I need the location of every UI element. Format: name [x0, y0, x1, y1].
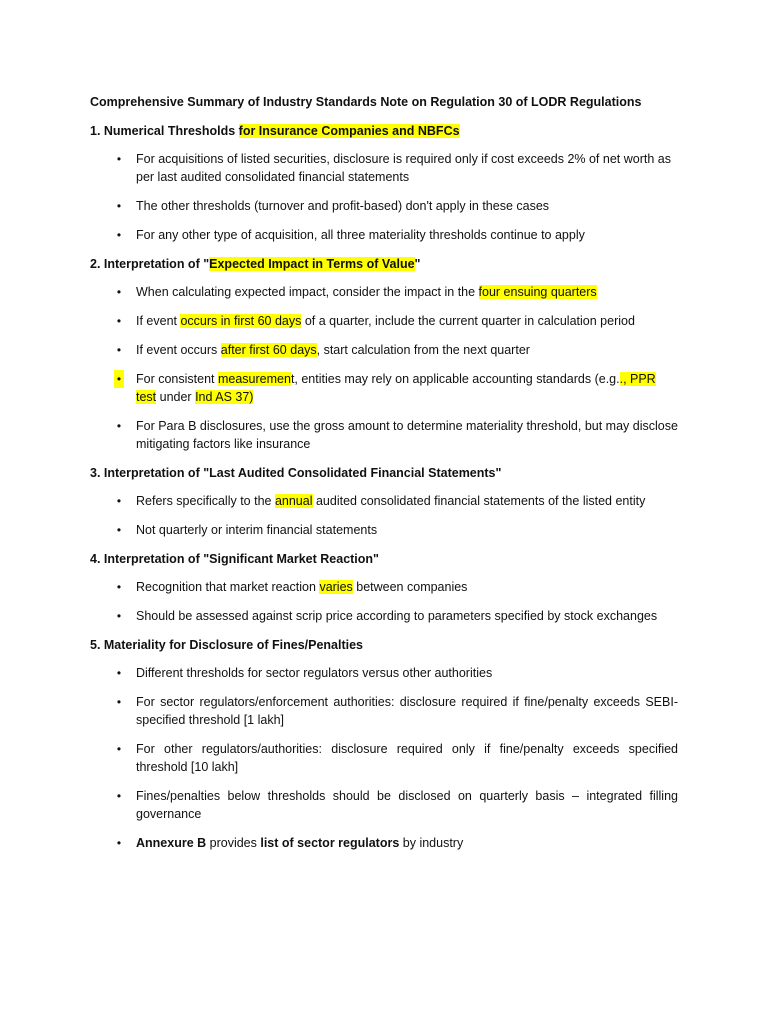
list-item-text: For other regulators/authorities: disclosure required only if fine/penalty exceeds specified threshold [10 lakh] — [136, 742, 678, 774]
section-numerical-thresholds — [90, 122, 678, 244]
list-item — [90, 834, 678, 852]
bullet-icon: • — [116, 789, 122, 803]
bullet-list — [90, 664, 678, 852]
list-item-text: For acquisitions of listed securities, disclosure is required only if cost exceeds 2% of net worth as per last audited consolidated financial statements — [136, 152, 671, 184]
highlighted-text: varies — [319, 580, 353, 594]
list-item — [90, 578, 678, 596]
list-item-text: between companies — [352, 580, 468, 594]
section-last-audited-statements — [90, 464, 678, 539]
section-heading: 5. Materiality for Disclosure of Fines/Penalties — [90, 638, 364, 652]
list-item-text: by industry — [399, 836, 464, 850]
section-heading — [90, 255, 678, 273]
document-title: Comprehensive Summary of Industry Standards Note on Regulation 30 of LODR Regulations — [90, 95, 642, 109]
list-item-text: If event occurs — [136, 343, 221, 357]
bullet-icon: • — [116, 228, 122, 242]
highlighted-text: four ensuing quarters — [478, 285, 597, 299]
list-item — [90, 607, 678, 625]
list-item-text: Fines/penalties below thresholds should be disclosed on quarterly basis – integrated filling governance — [136, 789, 678, 821]
list-item — [90, 693, 678, 729]
highlighted-text: Expected Impact in Terms of Value — [209, 257, 415, 271]
bullet-icon: • — [116, 666, 122, 680]
list-item — [90, 664, 678, 682]
list-item-text: If event — [136, 314, 181, 328]
bullet-list — [90, 578, 678, 625]
section-heading: 3. Interpretation of "Last Audited Consolidated Financial Statements" — [90, 466, 502, 480]
list-item — [90, 150, 678, 186]
list-item-text: Should be assessed against scrip price according to parameters specified by stock exchanges — [136, 609, 658, 623]
highlighted-text: ., PPR test — [136, 372, 656, 404]
bullet-icon: • — [116, 343, 122, 357]
list-item-text: , start calculation from the next quarter — [316, 343, 530, 357]
bullet-icon: • — [116, 419, 122, 433]
list-item — [90, 312, 678, 330]
section-market-reaction — [90, 550, 678, 625]
section-fines-penalties — [90, 636, 678, 852]
list-item — [90, 226, 678, 244]
list-item — [90, 283, 678, 301]
bullet-icon: • — [116, 742, 122, 756]
bullet-list — [90, 492, 678, 539]
list-item — [90, 787, 678, 823]
bullet-icon: • — [116, 494, 122, 508]
bullet-icon: • — [116, 609, 122, 623]
list-item-text: For any other type of acquisition, all three materiality thresholds continue to apply — [136, 228, 585, 242]
bullet-list — [90, 150, 678, 244]
list-item — [90, 417, 678, 453]
list-item — [90, 370, 678, 406]
list-item-text: Refers specifically to the — [136, 494, 275, 508]
heading-text: " — [414, 257, 421, 271]
list-item-text: t, entities may rely on applicable accounting standards (e.g. — [290, 372, 620, 386]
bold-text: list of sector regulators — [260, 836, 400, 850]
list-item-text: When calculating expected impact, consider the impact in the — [136, 285, 479, 299]
list-item — [90, 740, 678, 776]
list-item — [90, 492, 678, 510]
bold-text: Annexure B — [136, 836, 207, 850]
section-heading — [90, 122, 678, 140]
highlighted-text: for Insurance Companies and NBFCs — [238, 124, 460, 138]
list-item — [90, 341, 678, 359]
highlighted-text: annual — [274, 494, 313, 508]
highlighted-text: measuremen — [217, 372, 291, 386]
bullet-icon: • — [116, 836, 122, 850]
bullet-icon: • — [116, 285, 122, 299]
list-item-text: Recognition that market reaction — [136, 580, 320, 594]
list-item-text: of a quarter, include the current quarter in calculation period — [301, 314, 635, 328]
list-item-text: audited consolidated financial statements of the listed entity — [312, 494, 646, 508]
list-item-text: For Para B disclosures, use the gross amount to determine materiality threshold, but may disclose mitigating factors like insurance — [136, 419, 678, 451]
bullet-icon: • — [114, 370, 124, 388]
highlighted-text: Ind AS 37) — [195, 390, 254, 404]
list-item — [90, 197, 678, 215]
highlighted-text: occurs in first 60 days — [180, 314, 302, 328]
list-item-text: Not quarterly or interim financial statements — [136, 523, 378, 537]
highlighted-text: after first 60 days — [220, 343, 317, 357]
list-item — [90, 521, 678, 539]
heading-text: 1. Numerical Thresholds — [90, 124, 239, 138]
list-item-text: Different thresholds for sector regulators versus other authorities — [136, 666, 493, 680]
bullet-list — [90, 283, 678, 453]
section-expected-impact — [90, 255, 678, 453]
bullet-icon: • — [116, 580, 122, 594]
heading-text: 2. Interpretation of " — [90, 257, 210, 271]
bullet-icon: • — [116, 199, 122, 213]
list-item-text: under — [156, 390, 196, 404]
list-item-text: The other thresholds (turnover and profit-based) don't apply in these cases — [136, 199, 550, 213]
bullet-icon: • — [116, 314, 122, 328]
list-item-text: provides — [206, 836, 261, 850]
list-item-text: For consistent — [136, 372, 218, 386]
section-heading: 4. Interpretation of "Significant Market Reaction" — [90, 552, 379, 566]
bullet-icon: • — [116, 695, 122, 709]
bullet-icon: • — [116, 523, 122, 537]
bullet-icon: • — [116, 152, 122, 166]
list-item-text: For sector regulators/enforcement authorities: disclosure required if fine/penalty exceeds SEBI-specified threshold [1 lakh] — [136, 695, 678, 727]
